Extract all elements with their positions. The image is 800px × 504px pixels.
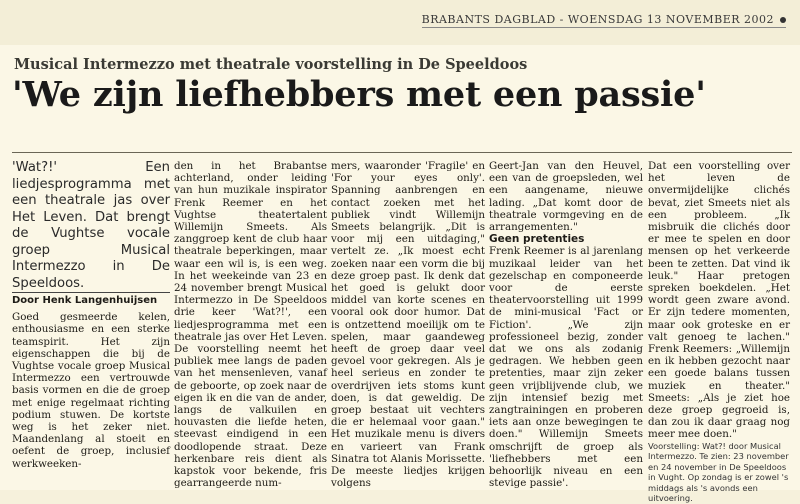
column-1-text: Goed gesmeerde kelen, enthousiasme en een sterke teamspirit. Het zijn eigenschappen die bij de Vughtse vocale groep Musical Intermezzo een vertrouwde basis vormen en die de groep met enige regelmaat richting podium stuwen. De kortste weg is het zeker niet. Maandenlang al stoeit en oefent de groep, inclusief werkweeken-	[12, 311, 170, 470]
column-4-text-b: Frenk Reemer is al jarenlang muzikaal leider van het gezelschap en componeerde voor de eerste theatervoorstelling uit 1999 de mini-musical 'Fact or Fiction'. „We zijn professioneel bezig, zonder dat we ons als zodanig gedragen. We hebben geen pretenties, maar zijn zeker geen vrijblijvende club, we zijn intensief bezig met zangtrainingen en proberen iets aan onze bewegingen te doen." Willemijn Smeets omschrijft de groep als 'liefhebbers met een behoorlijk niveau en een stevige passie'.	[489, 245, 643, 490]
column-4	[489, 160, 643, 489]
column-3-text: mers, waaronder 'Fragile' en 'For your eyes only'. Spanning aanbrengen en contact zoeken met het publiek vindt Willemijn Smeets belangrijk. „Dit is voor mij een uitdaging," vertelt ze. „Ik moest echt zoeken naar een vorm die bij deze groep past. Ik denk dat het goed is gelukt door middel van korte scenes en vooral ook door humor. Dat is ontzettend moeilijk om te spelen, maar gaandeweg heeft de groep daar veel gevoel voor gekregen. Als je heel serieus en zonder te overdrijven iets stoms kunt doen, is dat geweldig. De groep bestaat uit vechters die er helemaal voor gaan." Het muzikale menu is divers en varieert van Frank Sinatra tot Alanis Morissette. De meeste liedjes krijgen volgens	[331, 160, 485, 490]
column-2	[174, 160, 327, 489]
kicker: Musical Intermezzo met theatrale voorstelling in De Speeldoos	[14, 56, 528, 73]
column-1	[12, 160, 170, 470]
column-4-text-a: Geert-Jan van den Heuvel, een van de groepsleden, wel een aangename, nieuwe lading. „Dat komt door de theatrale vormgeving en de arrangementen."	[489, 160, 643, 234]
performance-note: Voorstelling: Wat?! door Musical Intermezzo. Te zien: 23 november en 24 november in De Speeldoos in Vught. Op zondag is er zowel 's middags als 's avonds een uitvoering.	[648, 440, 789, 504]
headline: 'We zijn liefhebbers met een passie'	[12, 74, 706, 115]
byline: Door Henk Langenhuijsen	[12, 292, 170, 307]
bullet-icon	[780, 17, 786, 23]
subhead-geen-pretenties: Geen pretenties	[489, 233, 585, 246]
intro: 'Wat?!' Een liedjesprogramma met een theatrale jas over Het Leven. Dat brengt de Vughtse vocale groep Musical Intermezzo in De Speeldoos.	[12, 160, 170, 291]
column-5	[648, 160, 790, 504]
column-3	[331, 160, 485, 489]
masthead-text: BRABANTS DAGBLAD - WOENSDAG 13 NOVEMBER 2002	[421, 13, 774, 26]
headline-rule	[12, 152, 792, 153]
masthead	[422, 13, 786, 28]
column-5-text: Dat een voorstelling over het leven de onvermijdelijke clichés bevat, ziet Smeets niet als een probleem. „Ik misbruik die clichés door er mee te spelen en door mensen op het verkeerde been te zetten. Dat vind ik leuk." Haar pretogen spreken boekdelen. „Het wordt geen zware avond. Er zijn tedere momenten, maar ook groteske en er valt genoeg te lachen." Frenk Reemers: „Willemijn en ik hebben gezocht naar een goede balans tussen muziek en theater." Smeets: „Als je ziet hoe deze groep gegroeid is, dan zou ik daar graag nog meer mee doen."	[648, 160, 790, 441]
column-2-text: den in het Brabantse achterland, onder leiding van hun muzikale inspirator Frenk Reemer en het Vughtse theatertalent Willemijn Smeets. Als zanggroep kent de club haar theatrale beperkingen, maar waar een wil is, is een weg. In het weekeinde van 23 en 24 november brengt Musical Intermezzo in De Speeldoos drie keer 'Wat?!', een liedjesprogramma met een theatrale jas over Het Leven. De voorstelling neemt het publiek mee langs de paden van het mensenleven, vanaf de geboorte, op zoek naar de eigen ik en die van de ander, langs de valkuilen en houvasten die liefde heten, steevast eindigend in een doodlopende straat. Deze herkenbare reis dient als kapstok voor bekende, fris gearrangeerde num-	[174, 160, 327, 490]
